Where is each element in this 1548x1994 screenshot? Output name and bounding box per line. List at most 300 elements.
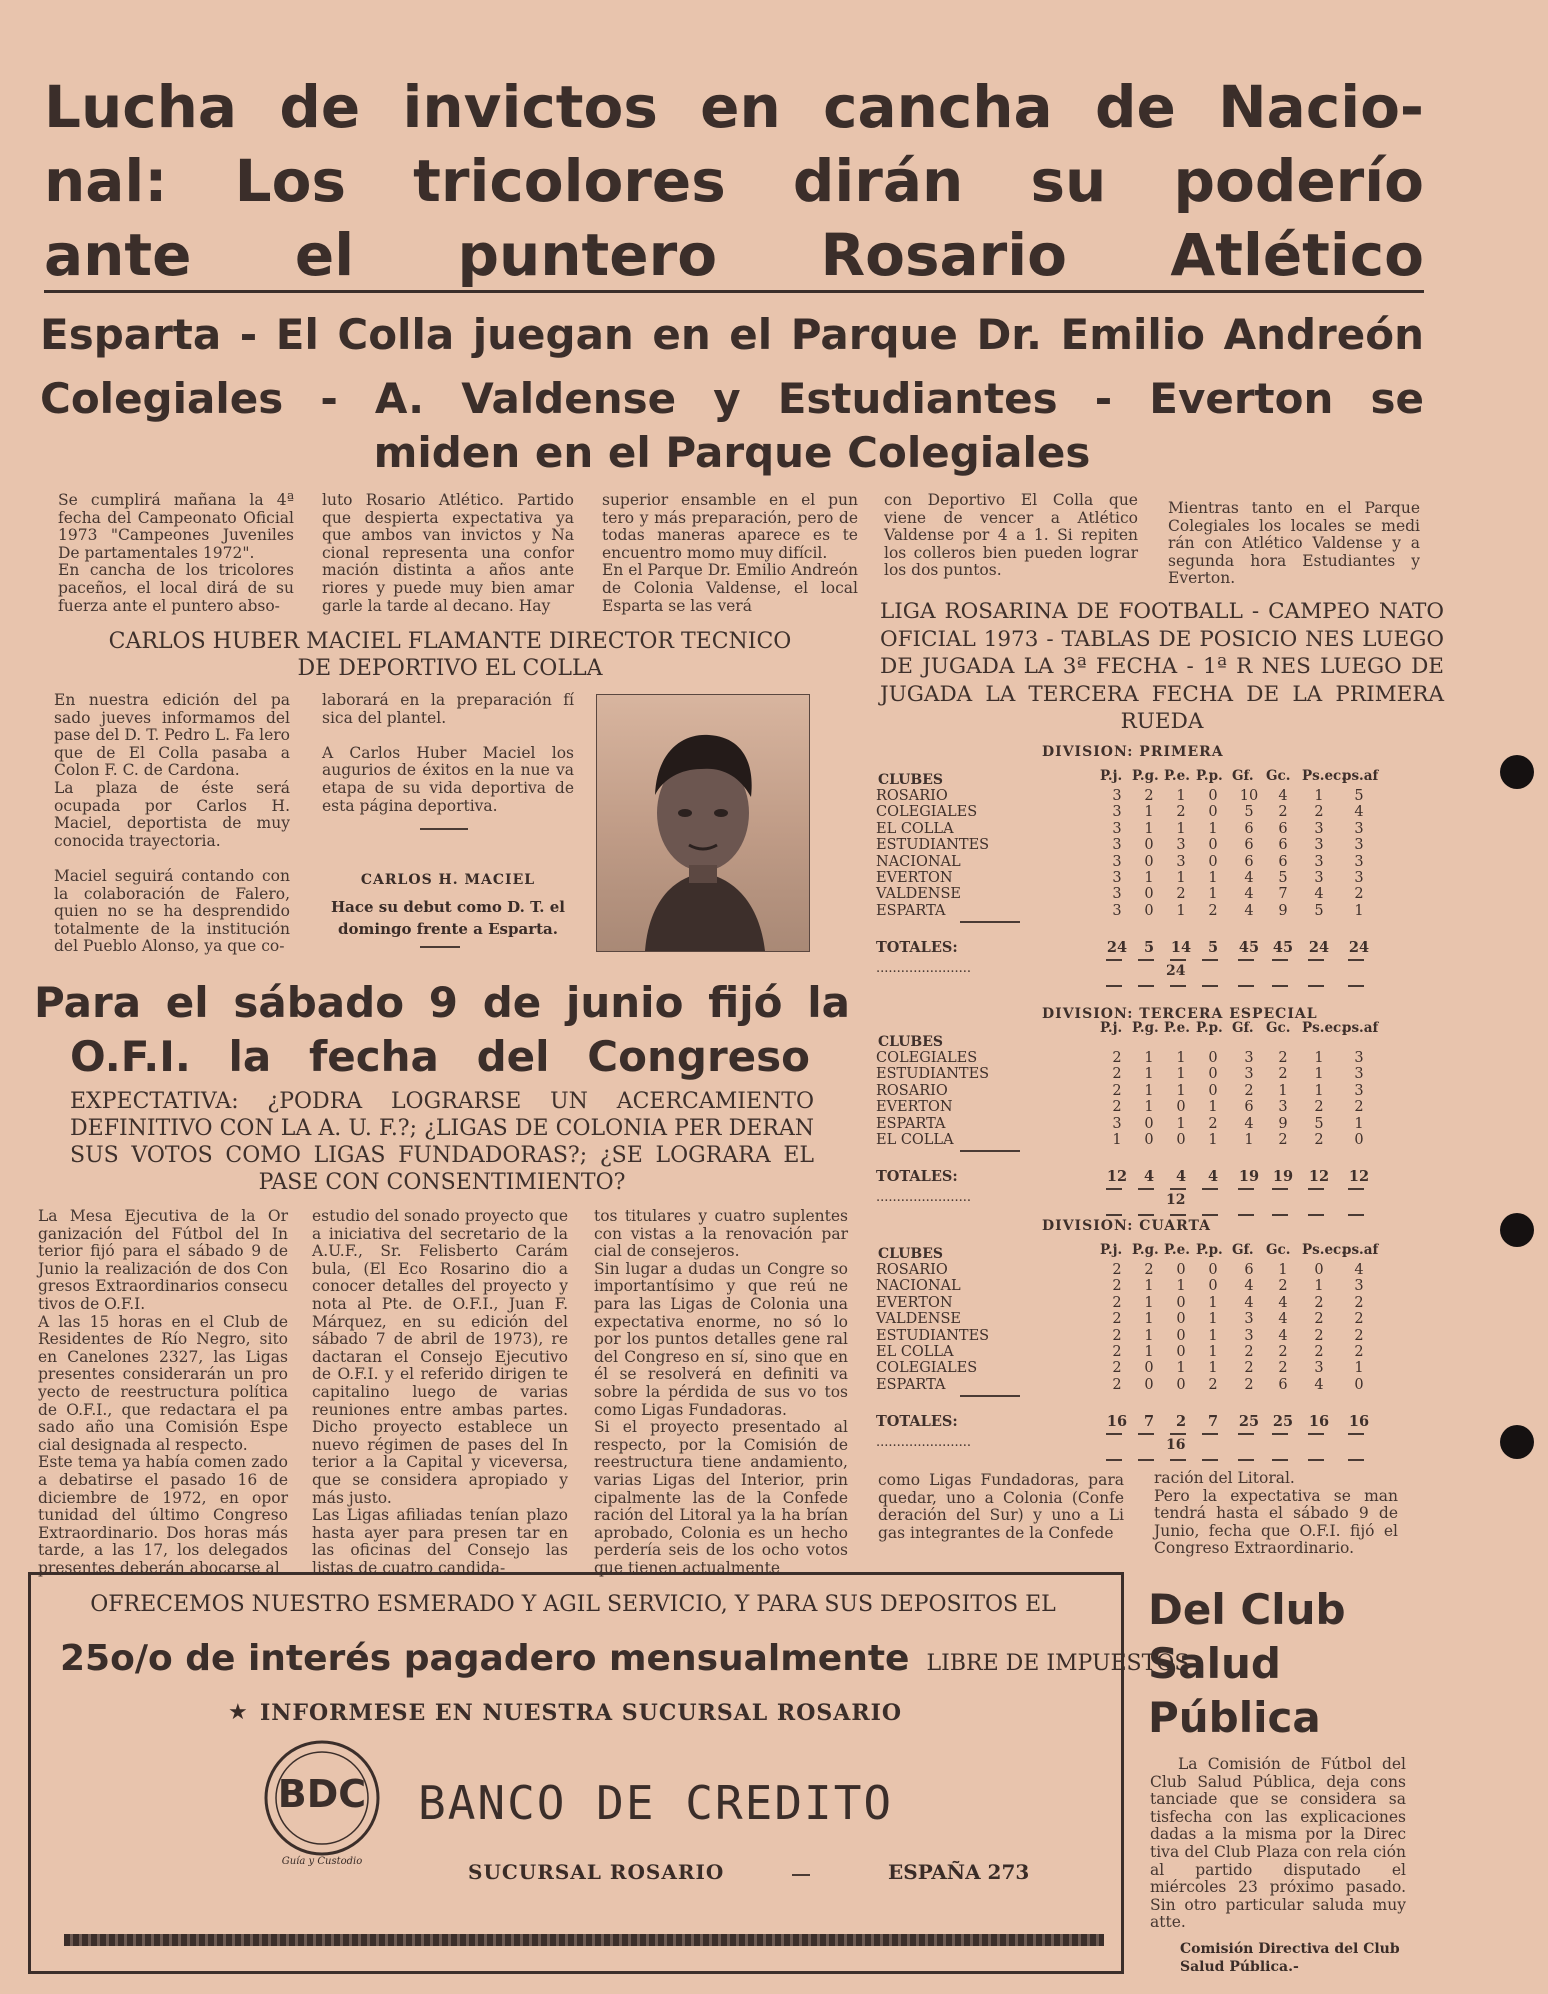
column-header: P.j. bbox=[1100, 1242, 1123, 1258]
stat-cell: 3 bbox=[1112, 837, 1122, 854]
stat-cell: 3 bbox=[1354, 1082, 1364, 1099]
stat-cell: 4 bbox=[1278, 1294, 1288, 1311]
total-dash bbox=[1238, 1188, 1254, 1190]
division-title: DIVISION: TERCERA ESPECIAL bbox=[1042, 1006, 1318, 1022]
column-header: P.p. bbox=[1196, 1020, 1223, 1036]
stat-cell: 3 bbox=[1314, 837, 1324, 854]
total-dash bbox=[1308, 959, 1324, 961]
stat-cell: 1 bbox=[1144, 1327, 1154, 1344]
ad-line-2 bbox=[60, 1638, 1190, 1679]
column-header: ps.af bbox=[1342, 1020, 1379, 1036]
column-header: P.g. bbox=[1132, 768, 1159, 784]
stat-cell: 0 bbox=[1176, 1132, 1186, 1148]
subhead-1: Esparta - El Colla juegan en el Parque Dr. Emilio Andreón bbox=[40, 310, 1424, 359]
stat-cell: 1 bbox=[1314, 1082, 1324, 1099]
stat-cell: 0 bbox=[1144, 1360, 1154, 1377]
article3-title-line-2: O.F.I. la fecha del Congreso bbox=[70, 1032, 810, 1081]
dotted-leader: ....................... bbox=[876, 1190, 972, 1206]
club-name: ESPARTA bbox=[876, 1376, 946, 1393]
total-cell: 25 bbox=[1238, 1413, 1260, 1431]
total-dash bbox=[1238, 959, 1254, 961]
stat-cell: 2 bbox=[1112, 1099, 1122, 1116]
total-dash bbox=[1106, 1459, 1122, 1461]
column-header: P.g. bbox=[1132, 1020, 1159, 1036]
stat-cell: 2 bbox=[1354, 1327, 1364, 1344]
club-name: EL COLLA bbox=[876, 820, 954, 837]
stat-cell: 2 bbox=[1112, 1311, 1122, 1328]
total-cell: 12 bbox=[1308, 1168, 1330, 1186]
stat-cell: 9 bbox=[1278, 902, 1288, 919]
club-name: ESTUDIANTES bbox=[876, 1066, 990, 1083]
stat-cell: 1 bbox=[1176, 902, 1186, 919]
stat-cell: 4 bbox=[1244, 902, 1254, 919]
binder-hole-3 bbox=[1500, 1425, 1534, 1459]
salud-title-line-1: Del Club bbox=[1148, 1585, 1346, 1634]
total-dash bbox=[1106, 1188, 1122, 1190]
stat-cell: 2 bbox=[1112, 1294, 1122, 1311]
column-header: Gc. bbox=[1266, 1020, 1291, 1036]
binder-hole-1 bbox=[1500, 755, 1534, 789]
ad-dash bbox=[792, 1874, 810, 1876]
stat-cell: 2 bbox=[1112, 1344, 1122, 1360]
stat-cell: 2 bbox=[1278, 804, 1288, 821]
stat-cell: 2 bbox=[1244, 1344, 1254, 1360]
stat-cell: 3 bbox=[1354, 870, 1364, 886]
article2-dash-2 bbox=[420, 946, 460, 948]
total-dash bbox=[1348, 985, 1364, 987]
total-dash bbox=[1202, 1459, 1218, 1461]
headline-line-1: Lucha de invictos en cancha de Nacio- bbox=[44, 73, 1424, 141]
stat-cell: 2 bbox=[1112, 1278, 1122, 1295]
stat-cell: 2 bbox=[1354, 886, 1364, 903]
club-name: ROSARIO bbox=[876, 1262, 948, 1278]
stat-cell: 0 bbox=[1354, 1376, 1364, 1393]
total-dash bbox=[1138, 1214, 1154, 1216]
total-dash bbox=[1308, 985, 1324, 987]
total-dash bbox=[1202, 959, 1218, 961]
stat-cell: 2 bbox=[1112, 1262, 1122, 1278]
total-dash bbox=[1106, 1214, 1122, 1216]
stat-cell: 3 bbox=[1176, 837, 1186, 854]
total-cell: 24 bbox=[1308, 939, 1330, 957]
article3-col-3: tos titulares y cuatro suplentes con vistas a la renovación par cial de consejeros. Sin lugar a dudas un Congre so importantísimo y que reú ne para las Ligas de Colonia una expectativa enorme, no só lo por los puntos detalles gene ral del Congreso en sí, sino que en él se resolverá en definiti va sobre la pérdida de sus vo tos como Ligas Fundadoras. Si el proyecto presentado al respecto, por la Comisión de reestructura tiene andamiento, varias Ligas del Interior, prin cipalmente las de la Confede ración del Litoral ya la ha brían aprobado, Colonia es un hecho perdería seis de los ocho votos que tienen actualmente bbox=[594, 1207, 848, 1577]
stat-cell: 5 bbox=[1244, 804, 1254, 821]
stat-cell: 0 bbox=[1144, 1376, 1154, 1393]
club-name: EL COLLA bbox=[876, 1132, 954, 1148]
stat-cell: 6 bbox=[1278, 820, 1288, 837]
totals-label: TOTALES: bbox=[876, 939, 958, 957]
stat-cell: 1 bbox=[1314, 1050, 1324, 1066]
bank-logo bbox=[254, 1736, 390, 1872]
total-dash bbox=[1170, 959, 1186, 961]
stat-cell: 2 bbox=[1278, 1132, 1288, 1148]
club-name: ESPARTA bbox=[876, 1115, 946, 1132]
article3-subtitle: EXPECTATIVA: ¿PODRA LOGRARSE UN ACERCAMIENTO DEFINITIVO CON LA A. U. F.?; ¿LIGAS DE COLONIA PER DERAN SUS VOTOS COMO LIGAS FUNDADORAS?; ¿SE LOGRARA EL PASE CON CONSENTIMIENTO? bbox=[70, 1089, 814, 1195]
total-dash bbox=[1272, 959, 1288, 961]
stat-cell: 1 bbox=[1208, 870, 1218, 886]
dotted-leader: ....................... bbox=[876, 961, 972, 977]
ad-star-icon: ★ bbox=[228, 1700, 248, 1725]
stat-cell: 0 bbox=[1208, 788, 1218, 804]
stat-cell: 0 bbox=[1176, 1327, 1186, 1344]
total-cell: 19 bbox=[1272, 1168, 1294, 1186]
stat-cell: 3 bbox=[1314, 820, 1324, 837]
article3-title-line-1: Para el sábado 9 de junio fijó la bbox=[34, 978, 850, 1027]
stat-cell: 1 bbox=[1278, 1262, 1288, 1278]
stat-cell: 2 bbox=[1112, 1050, 1122, 1066]
total-dash bbox=[1272, 1433, 1288, 1435]
stat-cell: 1 bbox=[1314, 1066, 1324, 1083]
total-cell: 19 bbox=[1238, 1168, 1260, 1186]
total-cell: 25 bbox=[1272, 1413, 1294, 1431]
stat-cell: 1 bbox=[1144, 1278, 1154, 1295]
stat-cell: 0 bbox=[1208, 804, 1218, 821]
total-dash bbox=[1308, 1433, 1324, 1435]
article3-col-4: como Ligas Fundadoras, para quedar, uno a Colonia (Confe deración del Sur) y uno a Li gas integrantes de la Confede bbox=[878, 1471, 1124, 1542]
binder-hole-2 bbox=[1500, 1213, 1534, 1247]
stat-cell: 2 bbox=[1354, 1311, 1364, 1328]
stat-cell: 1 bbox=[1208, 1294, 1218, 1311]
column-header: P.p. bbox=[1196, 768, 1223, 784]
stat-cell: 5 bbox=[1314, 902, 1324, 919]
total-dash bbox=[1138, 985, 1154, 987]
stat-cell: 3 bbox=[1354, 1278, 1364, 1295]
stat-cell: 1 bbox=[1176, 1360, 1186, 1377]
stat-cell: 1 bbox=[1144, 820, 1154, 837]
stat-cell: 4 bbox=[1244, 1294, 1254, 1311]
bank-name: BANCO DE CREDITO bbox=[418, 1776, 894, 1830]
article1-col-1: Se cumplirá mañana la 4ª fecha del Campeonato Oficial 1973 "Campeones Juveniles De partamentales 1972". En cancha de los tricolores paceños, el local dirá de su fuerza ante el puntero abso- bbox=[58, 491, 294, 615]
total-dash bbox=[1308, 1214, 1324, 1216]
total-cell: 24 bbox=[1106, 939, 1128, 957]
stat-cell: 2 bbox=[1278, 1344, 1288, 1360]
column-header: P.g. bbox=[1132, 1242, 1159, 1258]
column-header: P.j. bbox=[1100, 1020, 1123, 1036]
stat-cell: 1 bbox=[1176, 870, 1186, 886]
column-header: ps.af bbox=[1342, 1242, 1379, 1258]
stat-cell: 0 bbox=[1176, 1344, 1186, 1360]
column-header: Gf. bbox=[1232, 1020, 1254, 1036]
totals-label: TOTALES: bbox=[876, 1168, 958, 1186]
bank-branch: SUCURSAL ROSARIO bbox=[468, 1860, 725, 1884]
stat-cell: 6 bbox=[1278, 853, 1288, 870]
bank-address: ESPAÑA 273 bbox=[888, 1860, 1030, 1884]
total-dash bbox=[1202, 1433, 1218, 1435]
total-dash bbox=[1272, 1214, 1288, 1216]
article2-caption-text: Hace su debut como D. T. el domingo frente a Esparta. bbox=[330, 898, 565, 938]
total-dash bbox=[1348, 959, 1364, 961]
headline-line-3: ante el puntero Rosario Atlético bbox=[44, 221, 1424, 289]
ad-frame bbox=[28, 1572, 1124, 1974]
stat-cell: 1 bbox=[1144, 1082, 1154, 1099]
article2-dash-1 bbox=[420, 828, 468, 830]
stat-cell: 1 bbox=[1208, 1099, 1218, 1116]
stat-cell: 1 bbox=[1144, 1066, 1154, 1083]
stat-cell: 1 bbox=[1144, 1311, 1154, 1328]
stat-cell: 6 bbox=[1244, 1099, 1254, 1116]
portrait-illustration bbox=[597, 695, 809, 951]
stat-cell: 3 bbox=[1112, 820, 1122, 837]
total-dash bbox=[1348, 1214, 1364, 1216]
stat-cell: 5 bbox=[1278, 870, 1288, 886]
stat-cell: 2 bbox=[1314, 1294, 1324, 1311]
stat-cell: 1 bbox=[1314, 1278, 1324, 1295]
stat-cell: 1 bbox=[1176, 1115, 1186, 1132]
stat-cell: 4 bbox=[1278, 1311, 1288, 1328]
stat-cell: 3 bbox=[1354, 853, 1364, 870]
stat-cell: 0 bbox=[1208, 853, 1218, 870]
stat-cell: 1 bbox=[1208, 1327, 1218, 1344]
stat-cell: 1 bbox=[1144, 1294, 1154, 1311]
column-header: P.e. bbox=[1164, 1020, 1190, 1036]
clubs-header: CLUBES bbox=[878, 772, 944, 788]
stat-cell: 1 bbox=[1208, 1311, 1218, 1328]
club-name: COLEGIALES bbox=[876, 804, 978, 821]
article3-col-5: ración del Litoral. Pero la expectativa se man tendrá hasta el sábado 9 de Junio, fecha que O.F.I. fijó el Congreso Extraordinario. bbox=[1154, 1469, 1398, 1558]
stat-cell: 6 bbox=[1244, 820, 1254, 837]
stat-cell: 3 bbox=[1354, 820, 1364, 837]
stat-cell: 1 bbox=[1208, 1344, 1218, 1360]
total-dash bbox=[1106, 1433, 1122, 1435]
stat-cell: 1 bbox=[1176, 788, 1186, 804]
stat-cell: 1 bbox=[1144, 804, 1154, 821]
standings-title: LIGA ROSARINA DE FOOTBALL - CAMPEO NATO OFICIAL 1973 - TABLAS DE POSICIO NES LUEGO DE JUGADA LA 3ª FECHA - 1ª R NES LUEGO DE JUGADA LA TERCERA FECHA DE LA PRIMERA RUEDA bbox=[880, 599, 1444, 735]
total-cell: 7 bbox=[1143, 1413, 1155, 1431]
total-dash bbox=[1348, 1459, 1364, 1461]
stat-cell: 4 bbox=[1244, 886, 1254, 903]
stat-cell: 2 bbox=[1244, 1360, 1254, 1377]
salud-signature: Comisión Directiva del Club Salud Pública.- bbox=[1180, 1941, 1400, 1975]
total-dash bbox=[1272, 985, 1288, 987]
total-dash bbox=[1202, 1188, 1218, 1190]
stat-cell: 3 bbox=[1112, 902, 1122, 919]
club-name: ROSARIO bbox=[876, 788, 948, 804]
column-header: P.p. bbox=[1196, 1242, 1223, 1258]
stat-cell: 4 bbox=[1244, 870, 1254, 886]
total-cell: 16 bbox=[1106, 1413, 1128, 1431]
stat-cell: 6 bbox=[1278, 1376, 1288, 1393]
stat-cell: 0 bbox=[1208, 1066, 1218, 1083]
total-cell: 16 bbox=[1308, 1413, 1330, 1431]
salud-title-line-2: Salud bbox=[1148, 1639, 1281, 1688]
stat-cell: 1 bbox=[1144, 1099, 1154, 1116]
stat-cell: 1 bbox=[1176, 820, 1186, 837]
total-cell: 16 bbox=[1348, 1413, 1370, 1431]
article2-col-1: En nuestra edición del pa sado jueves informamos del pase del D. T. Pedro L. Fa lero que de El Colla pasaba a Colon F. C. de Cardona. La plaza de éste será ocupada por Carlos H. Maciel, deportista de muy conocida trayectoria. Maciel seguirá contando con la colaboración de Falero, quien no se ha desprendido totalmente de la institución del Pueblo Alonso, ya que co- bbox=[54, 691, 290, 956]
total-dash bbox=[1170, 1188, 1186, 1190]
article3-col-2: estudio del sonado proyecto que a iniciativa del secretario de la A.U.F., Sr. Felisberto Carám bula, (El Eco Rosarino dio a conocer detalles del proyecto y nota al Pte. de O.F.I., Juan F. Márquez, en su edición del sábado 7 de abril de 1973), re dactaran el Consejo Ejecutivo de O.F.I. y el referido dirigen te capitalino luego de varias reuniones entre ambas partes. Dicho proyecto establece un nuevo régimen de pases del In terior a la Capital y viceversa, que se considera apropiado y más justo. Las Ligas afiliadas tenían plazo hasta ayer para presen tar en las oficinas del Consejo las listas de cuatro candida- bbox=[312, 1207, 568, 1577]
stat-cell: 2 bbox=[1354, 1099, 1364, 1116]
club-name: EVERTON bbox=[876, 1099, 953, 1116]
column-header: Gc. bbox=[1266, 768, 1291, 784]
club-name: VALDENSE bbox=[876, 1311, 962, 1328]
stat-cell: 3 bbox=[1112, 1115, 1122, 1132]
total-dash bbox=[1272, 1188, 1288, 1190]
stat-cell: 3 bbox=[1176, 853, 1186, 870]
club-name: ROSARIO bbox=[876, 1082, 948, 1099]
table-rule bbox=[960, 1150, 1020, 1152]
total-cell: 14 bbox=[1170, 939, 1192, 957]
stat-cell: 9 bbox=[1278, 1115, 1288, 1132]
club-name: COLEGIALES bbox=[876, 1050, 978, 1066]
totals-check: 16 bbox=[1166, 1437, 1186, 1454]
stat-cell: 0 bbox=[1176, 1294, 1186, 1311]
total-cell: 2 bbox=[1175, 1413, 1187, 1431]
ad-line-1: OFRECEMOS NUESTRO ESMERADO Y AGIL SERVICIO, Y PARA SUS DEPOSITOS EL bbox=[90, 1592, 1056, 1617]
stat-cell: 1 bbox=[1176, 1050, 1186, 1066]
stat-cell: 4 bbox=[1278, 788, 1288, 804]
stat-cell: 5 bbox=[1354, 788, 1364, 804]
stat-cell: 2 bbox=[1314, 1132, 1324, 1148]
stat-cell: 6 bbox=[1244, 1262, 1254, 1278]
total-dash bbox=[1308, 1188, 1324, 1190]
total-dash bbox=[1170, 1459, 1186, 1461]
club-name: EVERTON bbox=[876, 1294, 953, 1311]
total-cell: 45 bbox=[1272, 939, 1294, 957]
club-name: ESPARTA bbox=[876, 902, 946, 919]
stat-cell: 10 bbox=[1239, 788, 1259, 804]
stat-cell: 2 bbox=[1278, 1066, 1288, 1083]
stat-cell: 2 bbox=[1112, 1082, 1122, 1099]
stat-cell: 1 bbox=[1278, 1082, 1288, 1099]
stat-cell: 2 bbox=[1314, 804, 1324, 821]
total-dash bbox=[1272, 1459, 1288, 1461]
total-dash bbox=[1238, 1214, 1254, 1216]
article2-col-2: laborará en la preparación fí sica del plantel. A Carlos Huber Maciel los augurios de éxitos en la nue va etapa de su vida deportiva de esta página deportiva. bbox=[322, 691, 574, 815]
stat-cell: 1 bbox=[1354, 902, 1364, 919]
column-header: P.e. bbox=[1164, 1242, 1190, 1258]
total-dash bbox=[1170, 1214, 1186, 1216]
total-dash bbox=[1170, 985, 1186, 987]
total-dash bbox=[1348, 1433, 1364, 1435]
stat-cell: 0 bbox=[1144, 1132, 1154, 1148]
stat-cell: 3 bbox=[1112, 886, 1122, 903]
stat-cell: 1 bbox=[1112, 1132, 1122, 1148]
stat-cell: 0 bbox=[1176, 1262, 1186, 1278]
column-header: Gf. bbox=[1232, 1242, 1254, 1258]
stat-cell: 3 bbox=[1244, 1066, 1254, 1083]
bank-logo-motto: Guía y Custodio bbox=[281, 1856, 363, 1867]
stat-cell: 1 bbox=[1176, 1066, 1186, 1083]
total-cell: 4 bbox=[1143, 1168, 1155, 1186]
stat-cell: 7 bbox=[1278, 886, 1288, 903]
stat-cell: 0 bbox=[1208, 837, 1218, 854]
club-name: NACIONAL bbox=[876, 853, 961, 870]
total-dash bbox=[1138, 1459, 1154, 1461]
stat-cell: 2 bbox=[1314, 1344, 1324, 1360]
stat-cell: 0 bbox=[1208, 1082, 1218, 1099]
total-cell: 24 bbox=[1348, 939, 1370, 957]
stat-cell: 4 bbox=[1354, 804, 1364, 821]
stat-cell: 1 bbox=[1208, 886, 1218, 903]
stat-cell: 3 bbox=[1112, 788, 1122, 804]
stat-cell: 0 bbox=[1208, 1262, 1218, 1278]
stat-cell: 0 bbox=[1144, 837, 1154, 854]
stat-cell: 1 bbox=[1208, 1132, 1218, 1148]
column-header: Gc. bbox=[1266, 1242, 1291, 1258]
stat-cell: 1 bbox=[1314, 788, 1324, 804]
club-name: EVERTON bbox=[876, 870, 953, 886]
article1-col-3: superior ensamble en el pun tero y más preparación, pero de todas maneras aparece es te encuentro momo muy difícil. En el Parque Dr. Emilio Andreón de Colonia Valdense, el local Esparta se las verá bbox=[602, 491, 858, 615]
total-dash bbox=[1202, 1214, 1218, 1216]
stat-cell: 1 bbox=[1208, 1360, 1218, 1377]
total-dash bbox=[1138, 1188, 1154, 1190]
stat-cell: 2 bbox=[1314, 1327, 1324, 1344]
stat-cell: 2 bbox=[1112, 1327, 1122, 1344]
stat-cell: 3 bbox=[1314, 1360, 1324, 1377]
salud-body: La Comisión de Fútbol del Club Salud Pública, deja cons tanciade que se considera sa tisfecha con las explicaciones dadas a la misma por la Direc tiva del Club Plaza con rela ción al partido disputado el miércoles 23 próximo pasado. Sin otro particular saluda muy atte. bbox=[1150, 1755, 1406, 1932]
total-cell: 45 bbox=[1238, 939, 1260, 957]
total-dash bbox=[1238, 1459, 1254, 1461]
totals-label: TOTALES: bbox=[876, 1413, 958, 1431]
stat-cell: 2 bbox=[1208, 1376, 1218, 1393]
stat-cell: 3 bbox=[1278, 1099, 1288, 1116]
total-dash bbox=[1106, 959, 1122, 961]
stat-cell: 2 bbox=[1176, 804, 1186, 821]
stat-cell: 0 bbox=[1144, 1115, 1154, 1132]
stat-cell: 5 bbox=[1314, 1115, 1324, 1132]
stat-cell: 1 bbox=[1244, 1132, 1254, 1148]
dotted-leader: ....................... bbox=[876, 1435, 972, 1451]
stat-cell: 2 bbox=[1244, 1376, 1254, 1393]
column-header: Ps.ec. bbox=[1302, 1242, 1346, 1258]
club-name: ESTUDIANTES bbox=[876, 837, 990, 854]
stat-cell: 2 bbox=[1354, 1344, 1364, 1360]
subhead-2-line-1: Colegiales - A. Valdense y Estudiantes - Everton se bbox=[40, 374, 1424, 423]
total-cell: 4 bbox=[1175, 1168, 1187, 1186]
stat-cell: 1 bbox=[1144, 1344, 1154, 1360]
stat-cell: 3 bbox=[1314, 870, 1324, 886]
stat-cell: 1 bbox=[1176, 1278, 1186, 1295]
table-rule bbox=[960, 1395, 1020, 1397]
stat-cell: 4 bbox=[1354, 1262, 1364, 1278]
stat-cell: 2 bbox=[1112, 1066, 1122, 1083]
bank-logo-letters: BDC bbox=[277, 1772, 367, 1816]
stat-cell: 2 bbox=[1208, 1115, 1218, 1132]
total-dash bbox=[1202, 985, 1218, 987]
stat-cell: 0 bbox=[1176, 1311, 1186, 1328]
stat-cell: 3 bbox=[1354, 1066, 1364, 1083]
total-dash bbox=[1106, 985, 1122, 987]
clubs-header: CLUBES bbox=[878, 1034, 944, 1050]
article2-caption-name: CARLOS H. MACIEL bbox=[360, 872, 536, 888]
stat-cell: 0 bbox=[1144, 886, 1154, 903]
stat-cell: 4 bbox=[1278, 1327, 1288, 1344]
stat-cell: 2 bbox=[1314, 1311, 1324, 1328]
division-title: DIVISION: PRIMERA bbox=[1042, 744, 1224, 760]
stat-cell: 0 bbox=[1354, 1132, 1364, 1148]
column-header: Gf. bbox=[1232, 768, 1254, 784]
article1-col-4: con Deportivo El Colla que viene de vencer a Atlético Valdense por 4 a 1. Si repiten los colleros bien pueden lograr los dos puntos. bbox=[884, 491, 1138, 580]
total-cell: 12 bbox=[1348, 1168, 1370, 1186]
stat-cell: 2 bbox=[1278, 1278, 1288, 1295]
stat-cell: 1 bbox=[1144, 1050, 1154, 1066]
stat-cell: 3 bbox=[1314, 853, 1324, 870]
column-header: ps.af bbox=[1342, 768, 1379, 784]
stat-cell: 2 bbox=[1278, 1050, 1288, 1066]
stat-cell: 3 bbox=[1244, 1327, 1254, 1344]
totals-check: 24 bbox=[1166, 963, 1186, 980]
stat-cell: 2 bbox=[1208, 902, 1218, 919]
total-dash bbox=[1308, 1459, 1324, 1461]
stat-cell: 0 bbox=[1176, 1376, 1186, 1393]
stat-cell: 1 bbox=[1144, 870, 1154, 886]
stat-cell: 1 bbox=[1354, 1115, 1364, 1132]
stat-cell: 2 bbox=[1354, 1294, 1364, 1311]
stat-cell: 1 bbox=[1176, 1082, 1186, 1099]
article2-title: CARLOS HUBER MACIEL FLAMANTE DIRECTOR TECNICO DE DEPORTIVO EL COLLA bbox=[108, 629, 792, 681]
stat-cell: 0 bbox=[1314, 1262, 1324, 1278]
